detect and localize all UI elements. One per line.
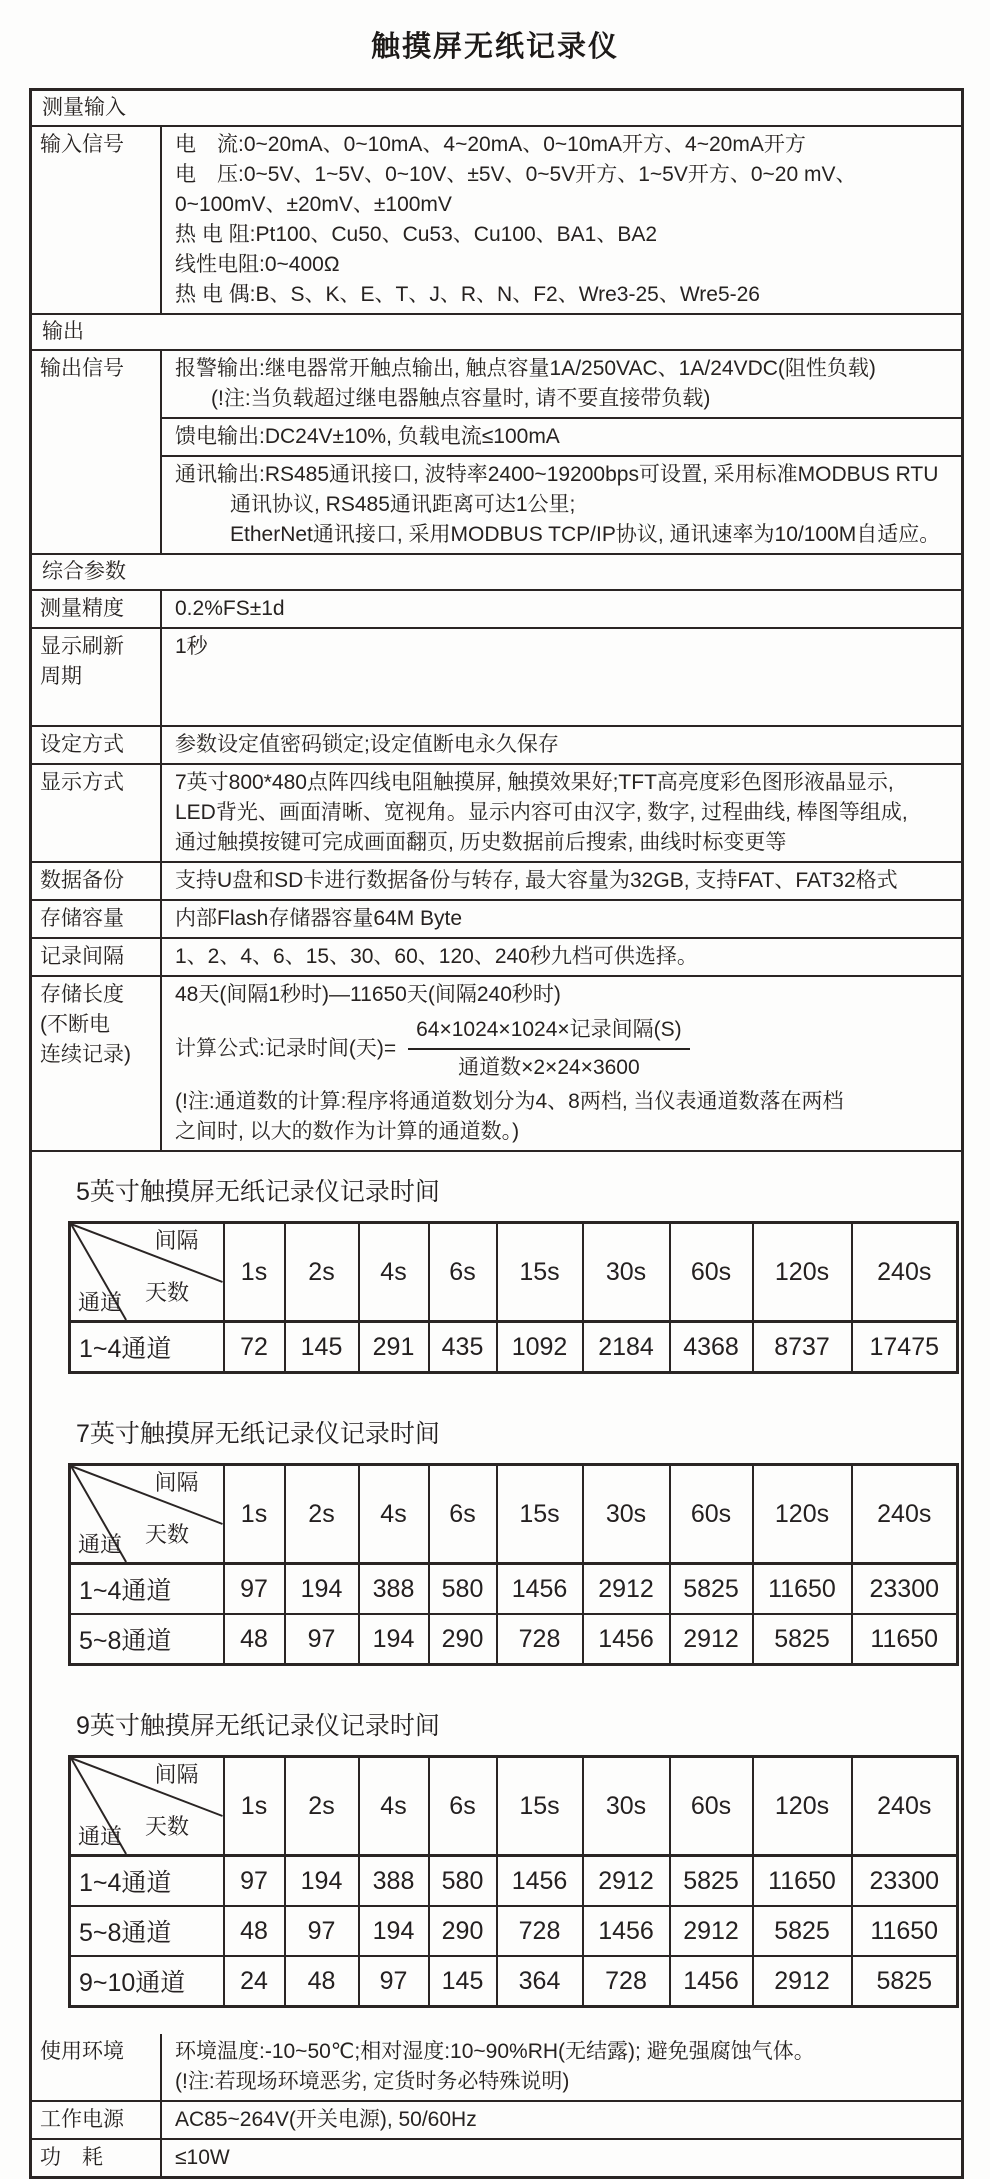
interval-header-cell: 120s (753, 1465, 852, 1564)
storage-formula (175, 1015, 948, 1083)
channel-range-cell: 5~8通道 (70, 1906, 224, 1956)
row-content: 内部Flash存储器容量64M Byte (175, 907, 463, 930)
row-content: ≤10W (175, 2146, 230, 2169)
row-label: 功 耗 (32, 2140, 162, 2176)
days-value-cell: 194 (285, 1564, 359, 1615)
days-value-cell: 435 (429, 1322, 497, 1373)
days-value-cell: 2912 (583, 1564, 670, 1615)
days-value-cell: 11650 (852, 1614, 958, 1665)
row-label: 输出信号 (32, 351, 162, 553)
table-row (70, 1906, 958, 1956)
interval-header-cell: 2s (285, 1465, 359, 1564)
page-title: 触摸屏无纸记录仪 (370, 31, 619, 63)
interval-header-cell: 60s (670, 1465, 753, 1564)
spec-line: (!注:当负载超过继电器触点容量时, 请不要直接带负载) (211, 387, 711, 410)
channel-range-cell: 1~4通道 (70, 1856, 224, 1907)
header-row (70, 1465, 958, 1564)
row-label: 测量精度 (32, 591, 162, 627)
label-line: 周期 (40, 665, 82, 688)
header-row (70, 1757, 958, 1856)
spec-line: 线性电阻:0~400Ω (175, 253, 340, 276)
interval-header-cell: 120s (753, 1757, 852, 1856)
diagonal-header-cell (70, 1223, 224, 1322)
row-label (32, 629, 162, 725)
days-value-cell: 1456 (583, 1614, 670, 1665)
output-alarm-subcell (162, 351, 961, 419)
interval-header-cell: 240s (852, 1223, 958, 1322)
spec-row-input-signal (32, 127, 961, 315)
label-line: 显示刷新 (40, 635, 124, 658)
row-content: 支持U盘和SD卡进行数据备份与转存, 最大容量为32GB, 支持FAT、FAT32格式 (175, 869, 898, 892)
record-table-title: 5英寸触摸屏无纸记录仪记录时间 (76, 1178, 440, 1206)
spec-line: 电 流:0~20mA、0~10mA、4~20mA、0~10mA开方、4~20mA开方 (175, 133, 806, 156)
spec-table-frame (29, 88, 964, 2179)
spec-line: 馈电输出:DC24V±10%, 负载电流≤100mA (175, 425, 560, 448)
days-value-cell: 72 (224, 1322, 285, 1373)
days-value-cell: 1456 (670, 1956, 753, 2007)
section-header-output: 输出 (32, 315, 961, 351)
row-content: 1秒 (175, 635, 208, 658)
section-header-general: 综合参数 (32, 555, 961, 591)
record-table (68, 1755, 959, 2008)
interval-header-cell: 1s (224, 1757, 285, 1856)
days-value-cell: 17475 (852, 1322, 958, 1373)
record-table-block (68, 1172, 961, 1374)
days-value-cell: 388 (359, 1856, 429, 1907)
spec-line: EtherNet通讯接口, 采用MODBUS TCP/IP协议, 通讯速率为10/100M自适应。 (230, 523, 941, 546)
interval-header-cell: 15s (497, 1465, 583, 1564)
days-value-cell: 48 (285, 1956, 359, 2007)
label-line: (不断电 (40, 1013, 110, 1036)
spec-row-interval (32, 939, 961, 977)
row-label (32, 977, 162, 1150)
storage-range-line: 48天(间隔1秒时)—11650天(间隔240秒时) (175, 983, 561, 1006)
interval-header-cell: 1s (224, 1223, 285, 1322)
fraction-numerator: 64×1024×1024×记录间隔(S) (408, 1015, 690, 1050)
corner-label-channel: 通道 (78, 1532, 123, 1557)
table-row (70, 1956, 958, 2007)
days-value-cell: 97 (224, 1856, 285, 1907)
row-content (162, 2034, 961, 2100)
days-value-cell: 1456 (497, 1564, 583, 1615)
label-line: 存储长度 (40, 983, 124, 1006)
row-label: 使用环境 (32, 2034, 162, 2100)
corner-label-interval: 间隔 (154, 1762, 199, 1787)
spec-row-consumption (32, 2140, 961, 2176)
interval-header-cell: 6s (429, 1223, 497, 1322)
days-value-cell: 97 (224, 1564, 285, 1615)
section-header-measure-input: 测量输入 (32, 91, 961, 127)
days-value-cell: 23300 (852, 1856, 958, 1907)
days-value-cell: 728 (497, 1906, 583, 1956)
corner-label-channel: 通道 (78, 1290, 123, 1315)
storage-note-line: (!注:通道数的计算:程序将通道数划分为4、8两档, 当仪表通道数落在两档 (175, 1090, 844, 1113)
table-row (70, 1322, 958, 1373)
spec-line: 通讯协议, RS485通讯距离可达1公里; (230, 493, 576, 516)
storage-note-line: 之间时, 以大的数作为计算的通道数。) (175, 1120, 520, 1143)
row-label: 记录间隔 (32, 939, 162, 975)
days-value-cell: 23300 (852, 1564, 958, 1615)
interval-header-cell: 240s (852, 1757, 958, 1856)
row-content: 0.2%FS±1d (175, 597, 285, 620)
channel-range-cell: 5~8通道 (70, 1614, 224, 1665)
days-value-cell: 1092 (497, 1322, 583, 1373)
days-value-cell: 97 (285, 1614, 359, 1665)
diagonal-header-cell (70, 1757, 224, 1856)
label-line: 连续记录) (40, 1043, 131, 1066)
days-value-cell: 728 (583, 1956, 670, 2007)
header-row (70, 1223, 958, 1322)
output-comm-subcell (162, 457, 961, 553)
days-value-cell: 11650 (753, 1564, 852, 1615)
corner-label-interval: 间隔 (154, 1228, 199, 1253)
diagonal-header-cell (70, 1465, 224, 1564)
interval-header-cell: 30s (583, 1757, 670, 1856)
spec-sheet-page (0, 24, 990, 2179)
days-value-cell: 2912 (670, 1906, 753, 1956)
interval-header-cell: 30s (583, 1465, 670, 1564)
days-value-cell: 145 (285, 1322, 359, 1373)
days-value-cell: 388 (359, 1564, 429, 1615)
row-label: 输入信号 (32, 127, 162, 313)
row-label: 工作电源 (32, 2102, 162, 2138)
row-label: 存储容量 (32, 901, 162, 937)
corner-label-interval: 间隔 (154, 1470, 199, 1495)
interval-header-cell: 6s (429, 1757, 497, 1856)
spec-line: 环境温度:-10~50℃;相对湿度:10~90%RH(无结露); 避免强腐蚀气体。 (175, 2040, 815, 2063)
days-value-cell: 291 (359, 1322, 429, 1373)
formula-fraction (408, 1015, 690, 1083)
interval-header-cell: 2s (285, 1223, 359, 1322)
interval-header-cell: 30s (583, 1223, 670, 1322)
days-value-cell: 4368 (670, 1322, 753, 1373)
row-content: 参数设定值密码锁定;设定值断电永久保存 (175, 733, 559, 756)
days-value-cell: 5825 (670, 1856, 753, 1907)
table-row (70, 1614, 958, 1665)
spec-line: (!注:若现场环境恶劣, 定货时务必特殊说明) (175, 2070, 570, 2093)
interval-header-cell: 60s (670, 1223, 753, 1322)
days-value-cell: 97 (359, 1956, 429, 2007)
channel-range-cell: 1~4通道 (70, 1564, 224, 1615)
record-table-block (68, 1414, 961, 1666)
row-content (162, 127, 961, 313)
interval-header-cell: 15s (497, 1757, 583, 1856)
days-value-cell: 2184 (583, 1322, 670, 1373)
spec-row-environment (32, 2034, 961, 2102)
row-label: 数据备份 (32, 863, 162, 899)
row-content (162, 351, 961, 553)
days-value-cell: 5825 (753, 1906, 852, 1956)
days-value-cell: 5825 (852, 1956, 958, 2007)
days-value-cell: 1456 (497, 1856, 583, 1907)
days-value-cell: 48 (224, 1614, 285, 1665)
days-value-cell: 364 (497, 1956, 583, 2007)
fraction-denominator: 通道数×2×24×3600 (458, 1056, 640, 1079)
days-value-cell: 97 (285, 1906, 359, 1956)
days-value-cell: 2912 (753, 1956, 852, 2007)
spec-line: 报警输出:继电器常开触点输出, 触点容量1A/250VAC、1A/24VDC(阻性负载) (175, 357, 876, 380)
interval-header-cell: 6s (429, 1465, 497, 1564)
spec-line: 电 压:0~5V、1~5V、0~10V、±5V、0~5V开方、1~5V开方、0~20 mV、 (175, 163, 857, 186)
spec-row-refresh (32, 629, 961, 727)
spec-row-storage-length (32, 977, 961, 1152)
record-table-block (68, 1706, 961, 2008)
corner-label-channel: 通道 (78, 1824, 123, 1849)
corner-label-days: 天数 (145, 1280, 190, 1305)
formula-prefix: 计算公式:记录时间(天)= (175, 1037, 397, 1060)
table-row (70, 1564, 958, 1615)
days-value-cell: 5825 (753, 1614, 852, 1665)
interval-header-cell: 240s (852, 1465, 958, 1564)
spec-line: LED背光、画面清晰、宽视角。显示内容可由汉字, 数字, 过程曲线, 棒图等组成, (175, 801, 908, 824)
spec-row-backup (32, 863, 961, 901)
days-value-cell: 2912 (670, 1614, 753, 1665)
record-table-title: 9英寸触摸屏无纸记录仪记录时间 (76, 1712, 440, 1740)
interval-header-cell: 4s (359, 1757, 429, 1856)
days-value-cell: 728 (497, 1614, 583, 1665)
days-value-cell: 11650 (852, 1906, 958, 1956)
spec-line: 热 电 偶:B、S、K、E、T、J、R、N、F2、Wre3-25、Wre5-26 (175, 283, 760, 306)
row-content (162, 977, 961, 1150)
days-value-cell: 580 (429, 1564, 497, 1615)
interval-header-cell: 120s (753, 1223, 852, 1322)
record-table (68, 1463, 959, 1666)
row-label: 显示方式 (32, 765, 162, 861)
interval-header-cell: 4s (359, 1465, 429, 1564)
days-value-cell: 194 (359, 1614, 429, 1665)
record-table (68, 1221, 959, 1374)
interval-header-cell: 4s (359, 1223, 429, 1322)
spec-line: 热 电 阻:Pt100、Cu50、Cu53、Cu100、BA1、BA2 (175, 223, 658, 246)
row-label: 设定方式 (32, 727, 162, 763)
spec-row-capacity (32, 901, 961, 939)
interval-header-cell: 1s (224, 1465, 285, 1564)
spec-row-output-signal (32, 351, 961, 555)
spec-line: 0~100mV、±20mV、±100mV (175, 193, 452, 216)
corner-label-days: 天数 (145, 1522, 190, 1547)
days-value-cell: 24 (224, 1956, 285, 2007)
channel-range-cell: 9~10通道 (70, 1956, 224, 2007)
output-feed-subcell (162, 419, 961, 457)
days-value-cell: 8737 (753, 1322, 852, 1373)
row-content: AC85~264V(开关电源), 50/60Hz (175, 2108, 477, 2131)
days-value-cell: 11650 (753, 1856, 852, 1907)
channel-range-cell: 1~4通道 (70, 1322, 224, 1373)
days-value-cell: 5825 (670, 1564, 753, 1615)
interval-header-cell: 60s (670, 1757, 753, 1856)
spec-line: 7英寸800*480点阵四线电阻触摸屏, 触摸效果好;TFT高亮度彩色图形液晶显示, (175, 771, 894, 794)
spec-line: 通过触摸按键可完成画面翻页, 历史数据前后搜索, 曲线时标变更等 (175, 831, 787, 854)
record-tables-area (32, 1152, 961, 2034)
days-value-cell: 48 (224, 1906, 285, 1956)
row-content (162, 765, 961, 861)
record-table-title: 7英寸触摸屏无纸记录仪记录时间 (76, 1420, 440, 1448)
interval-header-cell: 2s (285, 1757, 359, 1856)
table-row (70, 1856, 958, 1907)
spec-row-setting (32, 727, 961, 765)
spec-row-power (32, 2102, 961, 2140)
interval-header-cell: 15s (497, 1223, 583, 1322)
spec-line: 通讯输出:RS485通讯接口, 波特率2400~19200bps可设置, 采用标准MODBUS RTU (175, 463, 939, 486)
row-content: 1、2、4、6、15、30、60、120、240秒九档可供选择。 (175, 945, 698, 968)
days-value-cell: 194 (359, 1906, 429, 1956)
days-value-cell: 194 (285, 1856, 359, 1907)
days-value-cell: 2912 (583, 1856, 670, 1907)
days-value-cell: 580 (429, 1856, 497, 1907)
spec-row-accuracy (32, 591, 961, 629)
days-value-cell: 1456 (583, 1906, 670, 1956)
days-value-cell: 290 (429, 1614, 497, 1665)
days-value-cell: 290 (429, 1906, 497, 1956)
corner-label-days: 天数 (145, 1814, 190, 1839)
spec-row-display (32, 765, 961, 863)
days-value-cell: 145 (429, 1956, 497, 2007)
